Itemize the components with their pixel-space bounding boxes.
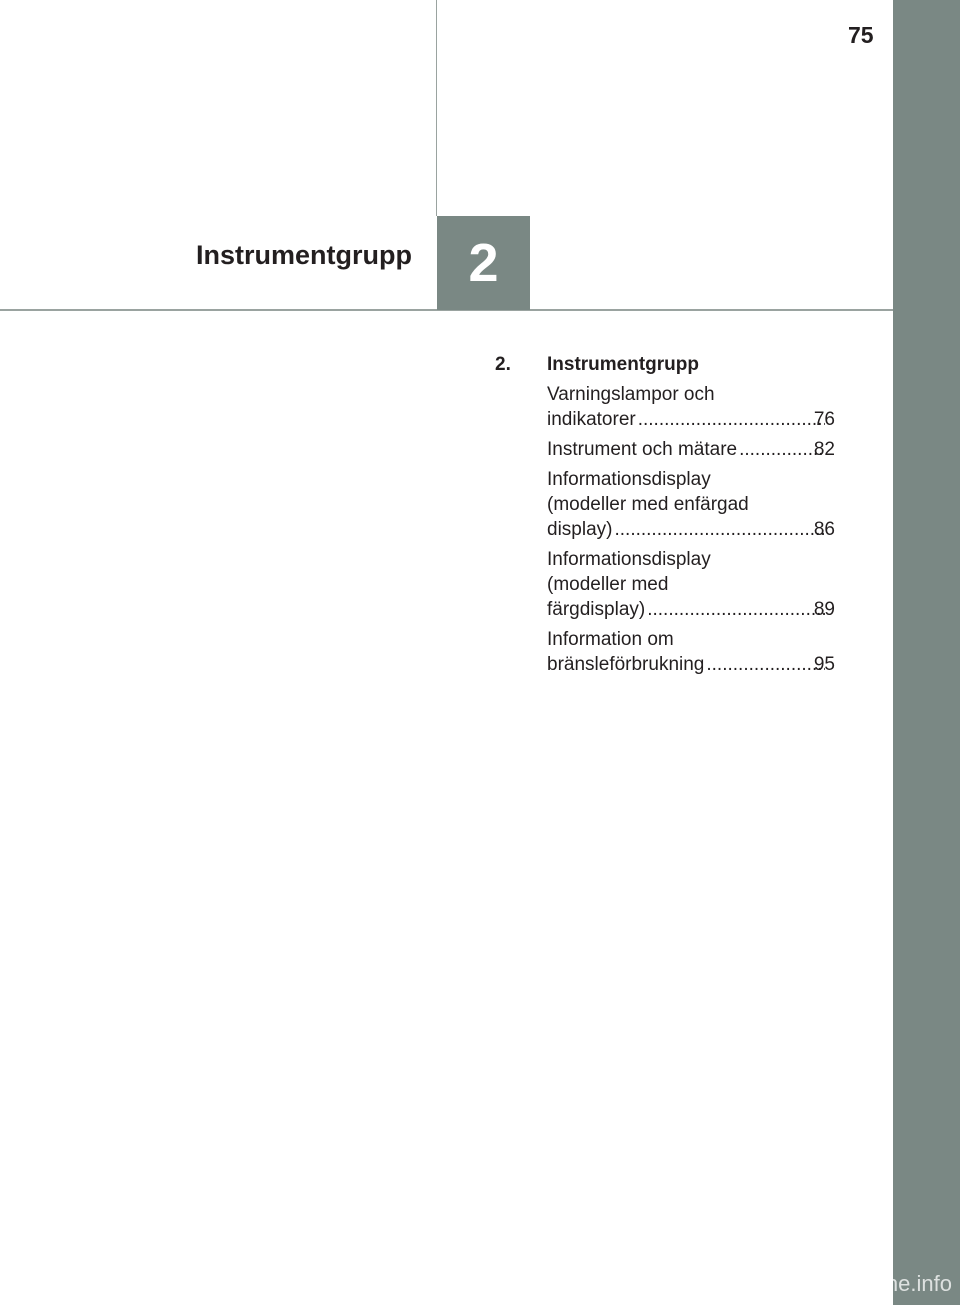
toc-page-number: 86: [813, 519, 835, 540]
toc-entry-text: (modeller med: [547, 574, 669, 595]
toc-entry-info-display-mono[interactable]: [547, 467, 835, 542]
toc-entry-text: Informationsdisplay: [547, 549, 711, 570]
toc-entry-text: Informationsdisplay: [547, 469, 711, 490]
toc-page-number: 82: [813, 439, 835, 460]
toc-page-number: 89: [813, 599, 835, 620]
toc-entry-fuel-consumption[interactable]: [547, 627, 835, 677]
page-number: 75: [848, 22, 874, 48]
toc-entry-text: Information om: [547, 629, 674, 650]
toc-page-number: 76: [813, 409, 835, 430]
chapter-number: 2: [468, 233, 499, 293]
toc-leader-dots: [739, 437, 825, 462]
toc-entry-text: display): [547, 519, 613, 540]
toc-leader-dots: [638, 407, 825, 432]
toc-section-heading[interactable]: [495, 352, 835, 377]
toc-entry-info-display-color[interactable]: [547, 547, 835, 622]
toc-entry-text: bränsleförbrukning: [547, 654, 705, 675]
toc-entry-text: indikatorer: [547, 409, 636, 430]
toc-entry-text: färgdisplay): [547, 599, 646, 620]
toc-leader-dots: [614, 517, 824, 542]
toc-section-number: 2.: [495, 354, 511, 375]
toc-section-title: Instrumentgrupp: [547, 354, 699, 375]
chapter-title: Instrumentgrupp: [196, 240, 412, 270]
toc-page-number: 95: [813, 654, 835, 675]
toc-entry-gauges-meters[interactable]: [547, 437, 835, 462]
toc-entry-text: Instrument och mätare: [547, 439, 738, 460]
watermark: carmanualsonline.info: [737, 1271, 952, 1296]
toc-leader-dots: [706, 652, 824, 677]
toc-entry-text: Varningslampor och: [547, 384, 715, 405]
side-tab-bar: [893, 0, 960, 1305]
toc-leader-dots: [647, 597, 825, 622]
table-of-contents: [495, 352, 835, 682]
vertical-divider: [436, 0, 437, 216]
chapter-number-box: [437, 216, 530, 310]
toc-entry-warning-lights[interactable]: [547, 382, 835, 432]
toc-entry-text: (modeller med enfärgad: [547, 494, 749, 515]
